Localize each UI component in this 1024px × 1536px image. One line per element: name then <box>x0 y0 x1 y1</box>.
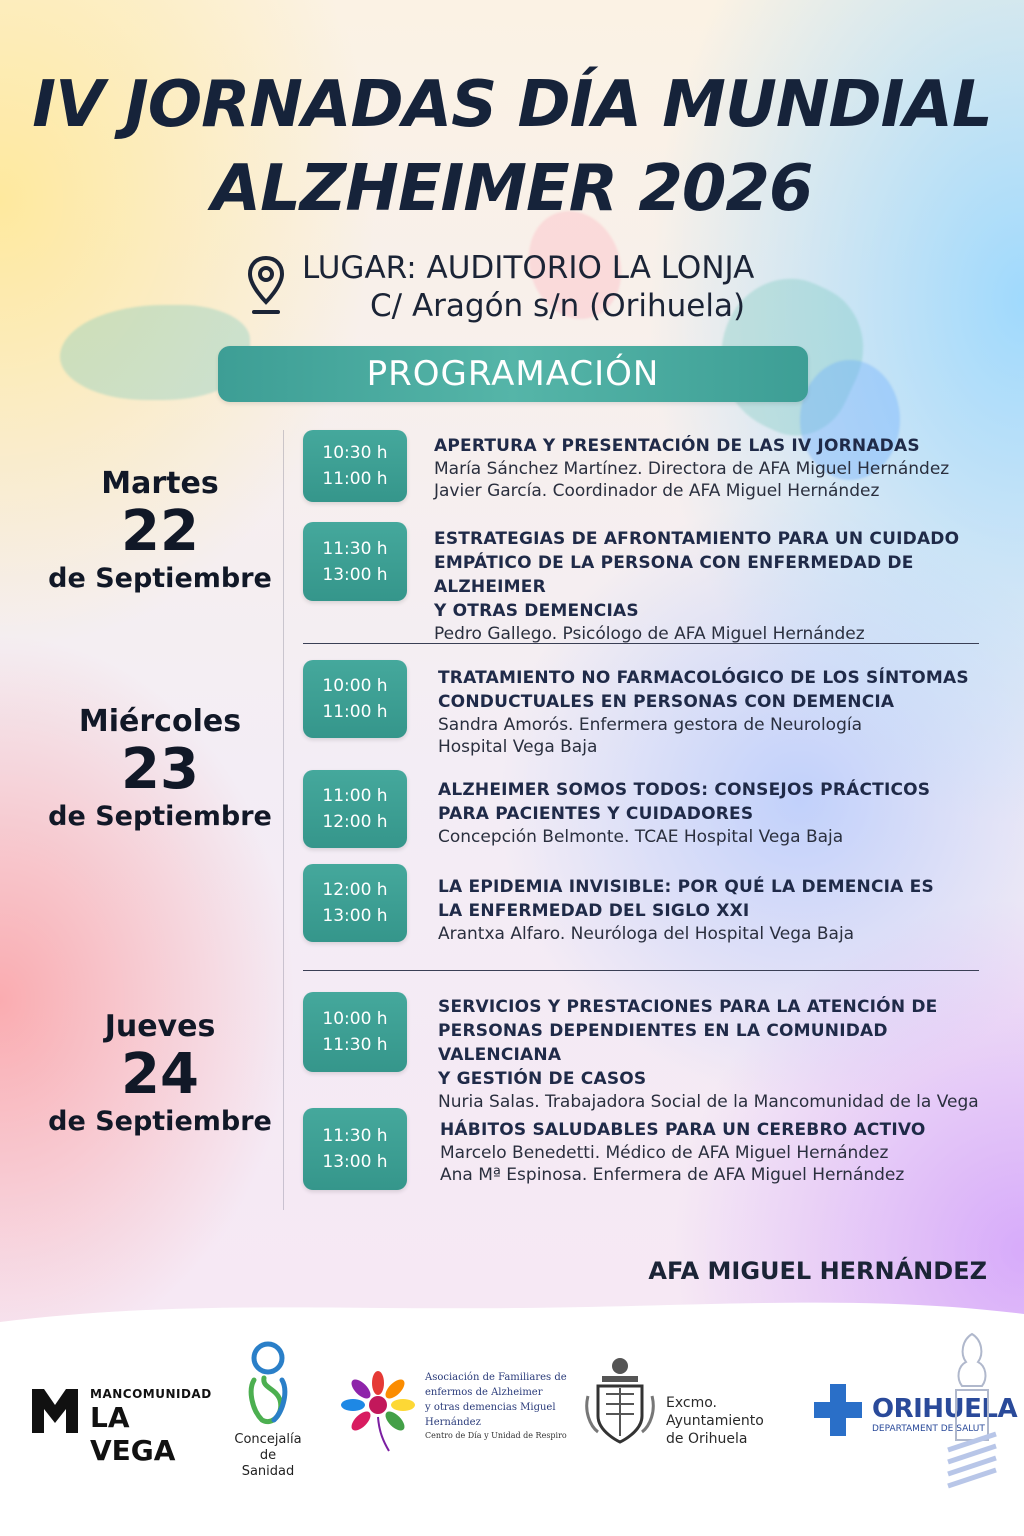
session-time <box>303 864 407 942</box>
session <box>440 1118 1000 1186</box>
location-venue: LUGAR: AUDITORIO LA LONJA <box>302 250 755 286</box>
session-time <box>303 770 407 848</box>
session-start: 12:00 h <box>322 880 388 900</box>
poster-title-line1: IV JORNADAS DÍA MUNDIAL <box>32 68 992 142</box>
day-separator <box>303 970 979 971</box>
session-title: APERTURA Y PRESENTACIÓN DE LAS IV JORNADAS <box>434 436 920 456</box>
location-address: C/ Aragón s/n (Orihuela) <box>370 288 746 324</box>
session-end: 11:00 h <box>322 702 388 722</box>
session-speaker: Marcelo Benedetti. Médico de AFA Miguel Hernández <box>440 1143 889 1163</box>
day-number: 24 <box>121 1042 199 1107</box>
session-start: 10:00 h <box>322 1009 388 1029</box>
orihuela-subtitle: DEPARTAMENT DE SALUT <box>872 1424 985 1434</box>
day-jueves <box>30 1009 290 1137</box>
session-time <box>303 992 407 1072</box>
session <box>434 434 994 502</box>
concejalia-text <box>232 1432 304 1480</box>
flower-logo-icon <box>333 1365 423 1455</box>
programacion-banner <box>218 346 808 402</box>
session-speaker: Pedro Gallego. Psicólogo de AFA Miguel Hernández <box>434 624 865 644</box>
session <box>438 666 998 758</box>
logo-text-small: MANCOMUNIDAD <box>90 1387 212 1401</box>
session-speaker: Sandra Amorós. Enfermera gestora de Neurología <box>438 715 862 735</box>
session-time <box>303 430 407 502</box>
session <box>438 875 998 945</box>
day-month: de Septiembre <box>48 563 272 594</box>
programacion-label: PROGRAMACIÓN <box>366 354 660 394</box>
session-title: ESTRATEGIAS DE AFRONTAMIENTO PARA UN CUIDADO EMPÁTICO DE LA PERSONA CON ENFERMEDAD DE ALZHEIMER Y OTRAS DEMENCIAS <box>434 529 960 621</box>
session-time <box>303 1108 407 1190</box>
session <box>438 778 998 848</box>
session-title: ALZHEIMER SOMOS TODOS: CONSEJOS PRÁCTICOS PARA PACIENTES Y CUIDADORES <box>438 780 931 824</box>
session-start: 11:00 h <box>322 786 388 806</box>
ayuntamiento-text: Excmo. Ayuntamiento de Orihuela <box>666 1395 764 1447</box>
session-start: 10:30 h <box>322 443 388 463</box>
session-speaker: Javier García. Coordinador de AFA Miguel Hernández <box>434 481 880 501</box>
session-time <box>303 522 407 601</box>
session-start: 11:30 h <box>322 538 388 559</box>
session-end: 13:00 h <box>322 906 388 926</box>
day-month: de Septiembre <box>48 1106 272 1137</box>
session-title: LA EPIDEMIA INVISIBLE: POR QUÉ LA DEMENCIA ES LA ENFERMEDAD DEL SIGLO XXI <box>438 877 934 921</box>
session-title: TRATAMIENTO NO FARMACOLÓGICO DE LOS SÍNTOMAS CONDUCTUALES EN PERSONAS CON DEMENCIA <box>438 668 969 712</box>
session-start: 11:30 h <box>322 1126 388 1146</box>
session-title: HÁBITOS SALUDABLES PARA UN CEREBRO ACTIVO <box>440 1120 926 1140</box>
session-speaker: Concepción Belmonte. TCAE Hospital Vega Baja <box>438 827 844 847</box>
day-miercoles <box>30 704 290 832</box>
session-end: 11:00 h <box>322 469 388 489</box>
day-number: 22 <box>121 499 199 564</box>
afa-logo-subtext: Centro de Día y Unidad de Respiro <box>425 1431 567 1440</box>
session-title: SERVICIOS Y PRESTACIONES PARA LA ATENCIÓN DE PERSONAS DEPENDIENTES EN LA COMUNIDAD VALENCIANA Y GESTIÓN DE CASOS <box>438 997 938 1089</box>
session-start: 10:00 h <box>322 676 388 696</box>
coat-of-arms-icon <box>582 1356 658 1446</box>
logo-ayuntamiento-orihuela <box>582 1356 802 1446</box>
poster-title-line2: ALZHEIMER 2026 <box>211 152 813 226</box>
logo-mancomunidad-la-vega <box>30 1385 220 1467</box>
generalitat-emblem-icon <box>944 1330 1000 1490</box>
session-end: 13:00 h <box>322 564 388 585</box>
health-cross-icon <box>810 1380 866 1440</box>
day-martes <box>30 466 290 594</box>
day-month: de Septiembre <box>48 801 272 832</box>
day-name: Martes <box>101 466 219 501</box>
session-speaker: Nuria Salas. Trabajadora Social de la Mancomunidad de la Vega <box>438 1092 979 1112</box>
logo-concejalia-sanidad <box>232 1340 304 1479</box>
session-speaker: Arantxa Alfaro. Neuróloga del Hospital Vega Baja <box>438 924 855 944</box>
day-name: Miércoles <box>78 704 242 739</box>
location-block <box>240 250 800 330</box>
day-number: 23 <box>121 737 199 802</box>
session-end: 12:00 h <box>322 812 388 832</box>
logo-afa-miguel-hernandez <box>333 1365 573 1455</box>
m-logo-icon <box>30 1387 80 1435</box>
concejalia-line2: de Sanidad <box>241 1448 295 1479</box>
session <box>438 995 998 1113</box>
session-end: 11:30 h <box>322 1035 388 1055</box>
session <box>434 527 994 645</box>
orihuela-title: ORIHUELA <box>872 1394 1018 1424</box>
session-speaker: Hospital Vega Baja <box>438 737 598 757</box>
session-speaker: Ana Mª Espinosa. Enfermera de AFA Miguel Hernández <box>440 1165 905 1185</box>
organizer-name: AFA MIGUEL HERNÁNDEZ <box>648 1257 987 1285</box>
concejalia-line1: Concejalía <box>234 1432 302 1447</box>
afa-logo-text: Asociación de Familiares de enfermos de Alzheimer y otras demencias Miguel Hernández <box>425 1372 567 1428</box>
concejalia-symbol-icon <box>232 1340 304 1430</box>
session-end: 13:00 h <box>322 1152 388 1172</box>
day-name: Jueves <box>104 1009 216 1044</box>
session-speaker: María Sánchez Martínez. Directora de AFA Miguel Hernández <box>434 459 950 479</box>
session-time <box>303 660 407 738</box>
logo-text-big: LA VEGA <box>90 1401 176 1467</box>
location-pin-icon <box>246 254 286 318</box>
